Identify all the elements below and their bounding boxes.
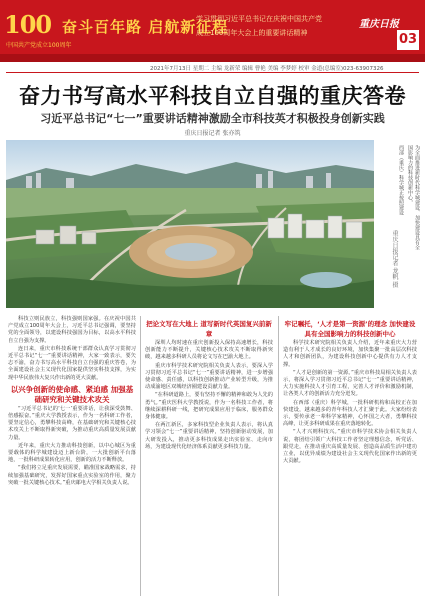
paragraph: “人才是创新的第一资源。”重庆市科技局相关负责人表示，将深入学习贯彻习近平总书记“七一”重要讲话精神，大力实施科技人才引育工程，完善人才评价和激励机制，让各类人才的创新活力充分迸发。 bbox=[283, 369, 417, 398]
column-divider bbox=[140, 316, 141, 596]
paragraph: “习近平总书记的‘七一’重要讲话，让我深受鼓舞、倍感振奋。”重庆大学教授表示，作为一名科研工作者，要坚定信心，勇攀科技高峰，在基础研究和关键核心技术攻关上不断取得新突破，为推动重庆高质量发展贡献力量。 bbox=[8, 405, 136, 441]
logo-number: 100 bbox=[4, 10, 52, 39]
masthead bbox=[0, 0, 425, 62]
caption-line: 为全面推进新时代科学城建设、加快建设具有全国影响力的科技创新中心， bbox=[407, 145, 420, 250]
byline: 重庆日报记者 张亦筑 bbox=[184, 130, 241, 137]
column-divider bbox=[278, 316, 279, 596]
masthead-band bbox=[0, 54, 425, 62]
theme-line-1: 学习贯彻习近平总书记在庆祝中国共产党 bbox=[196, 15, 322, 23]
paragraph: 科学技术研究院相关负责人介绍，近年来重庆大力营造有利于人才成长的良好环境，加快集聚一批高层次科技人才和创新团队，为建设科技创新中心提供有力人才支撑。 bbox=[283, 340, 417, 368]
section-heading: 以兴争创新的使命感、紧迫感 加强基础研究和关键技术攻关 bbox=[10, 384, 134, 404]
masthead-slogan: 奋斗百年路 启航新征程 bbox=[62, 18, 229, 36]
article-column-1 bbox=[8, 316, 136, 488]
headline: 奋力书写高水平科技自立自强的重庆答卷 bbox=[19, 84, 406, 108]
caption-line: 西部（重庆）科学城正按照建设 bbox=[398, 145, 404, 215]
paragraph: 深圳人均时速在重庆创新投入保持高速增长，科技创新能力不断提升，关键核心技术攻关不断取得新突破，越来越多科研人员将论文写在巴渝大地上。 bbox=[145, 340, 273, 361]
paragraph: “我们将立足重庆发展需要，瞄准国家战略需求，持续加强基础研究，发挥好国家重点实验室的作用，聚力突破一批关键核心技术。”重庆邮电大学相关负责人说。 bbox=[8, 465, 136, 486]
paragraph: 在两江新区，多家科技型企业负责人表示，将认真学习领会“七一”重要讲话精神，坚持创新驱动发展，加大研发投入，推动更多科技成果走出实验室、走向市场，为建设现代化经济体系贡献更多科技力量。 bbox=[145, 422, 273, 450]
paragraph: 连日来，重庆市科技系统干部群众认真学习贯彻习近平总书记“七一”重要讲话精神，大家一致表示，要矢志不渝，奋力书写高水平科技自立自强的重庆答卷，为全面建设社会主义现代化国家提供坚实科技支撑，为实现中华民族伟大复兴作出新的更大贡献。 bbox=[8, 345, 136, 381]
centenary-logo bbox=[4, 6, 72, 54]
article-column-3 bbox=[283, 316, 417, 466]
aerial-photo bbox=[6, 140, 374, 308]
photo-caption bbox=[380, 145, 420, 253]
page-number: 03 bbox=[397, 30, 419, 50]
paragraph: 近年来，重庆大力推动科技创新，以中心城区为重要载体的科学城建设迈上新台阶，一大批创新平台落地，一批科研成果转化应用，创新的活力不断释放。 bbox=[8, 442, 136, 464]
theme-line-2: 成立100周年大会上的重要讲话精神 bbox=[196, 29, 308, 37]
paragraph: 重庆市科学技术研究院相关负责人表示，要深入学习贯彻习近平总书记“七一”重要讲话精神，进一步增强使命感、责任感，以科技创新推动产业转型升级，为推动成渝地区双城经济圈建设贡献力量。 bbox=[145, 362, 273, 391]
paragraph: “在科研道路上，要有坚持不懈的精神和敢为人先的勇气。”重庆医科大学教授说，作为一名科技工作者，将继续深耕科研一线，把研究成果应用于临床，服务群众身体健康。 bbox=[145, 392, 273, 421]
dateline: 2021年7月13日 星期二 主编 龙新荣 编辑 曹艳 美编 李梦婷 校审 金道(总编室)023-63907326 bbox=[150, 66, 384, 72]
paragraph: 科技立则民族立，科技强则国家强。在庆祝中国共产党成立100周年大会上，习近平总书记强调，要坚持党的全面领导，以建设科技强国为目标，以高水平科技自立自强为支撑。 bbox=[8, 316, 136, 344]
photo-credit: 重庆日报记者 龙帆 摄 bbox=[391, 230, 398, 288]
section-heading: 牢记嘱托，‘人才是第一资源’的理念 加快建设具有全国影响力的科技创新中心 bbox=[284, 320, 416, 338]
header-rule bbox=[6, 72, 419, 73]
article-column-2 bbox=[145, 316, 273, 452]
logo-text: 中国共产党成立100周年 bbox=[6, 42, 72, 49]
newspaper-name: 重庆日报 bbox=[359, 19, 399, 30]
section-heading: 把论文写在大地上 道写新时代英国复兴前新章 bbox=[146, 320, 272, 338]
subheadline: 习近平总书记“七一”重要讲话精神激励全市科技英才积极投身创新实践 bbox=[40, 112, 385, 125]
paragraph: “人才兴则科技兴。”重庆市科学技术协会相关负责人说，将团结引领广大科技工作者坚定理想信念，听党话、跟党走，在推动重庆高质量发展、创造高品质生活中建功立业，以优异成绩为建设社会主义现代化国家作出新的更大贡献。 bbox=[283, 429, 417, 465]
paragraph: 在西部（重庆）科学城，一批科研机构和高校正在加快建设，越来越多的青年科技人才汇聚于此。大家纷纷表示，要传承老一辈科学家精神，心怀国之大者，勇攀科技高峰，让更多科研成果在重庆落地转化。 bbox=[283, 399, 417, 428]
